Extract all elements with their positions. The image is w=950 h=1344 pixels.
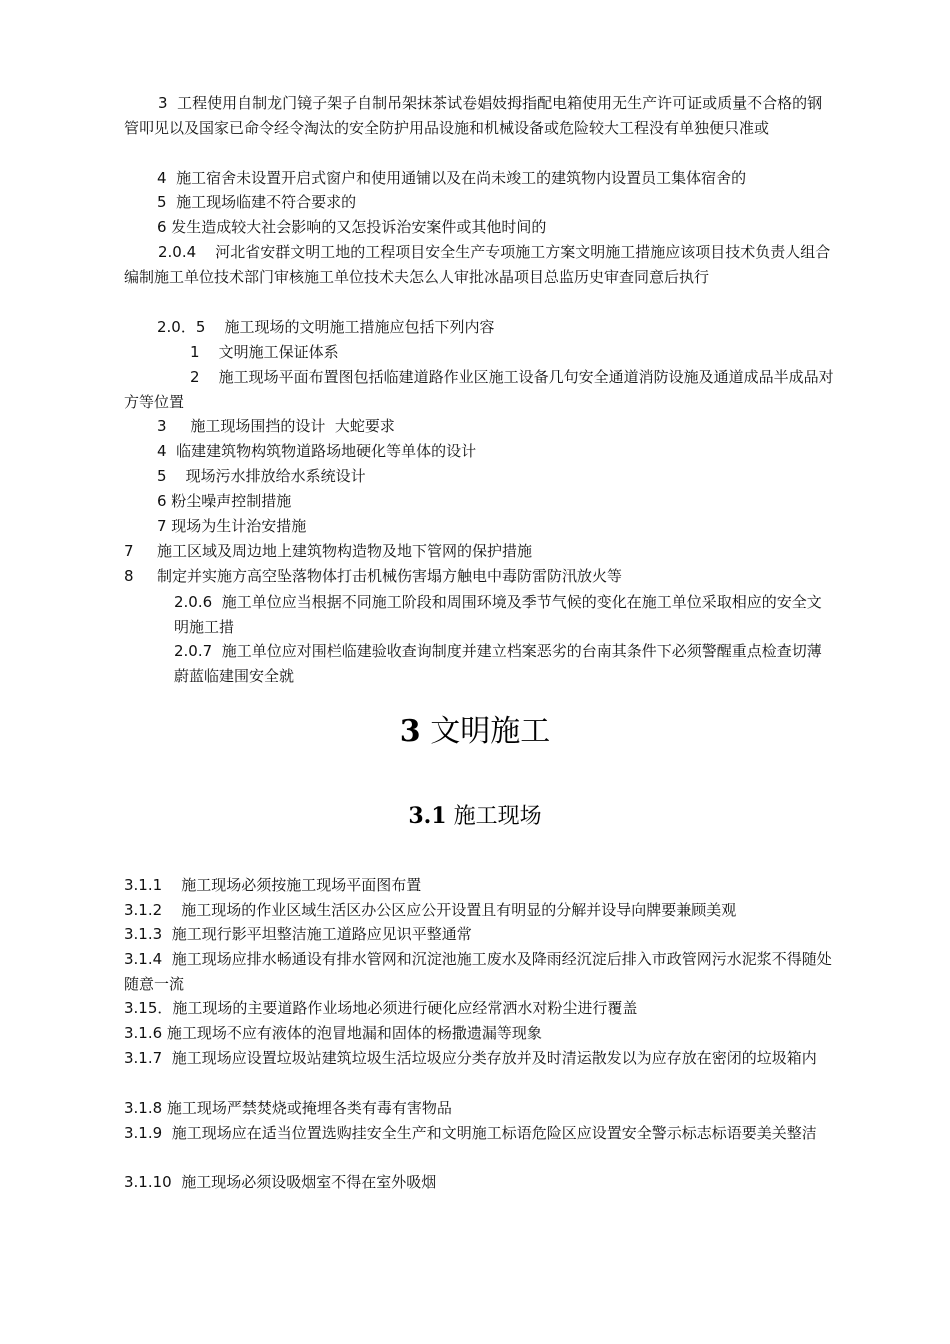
item-6-dust: 6 粉尘噪声控制措施 <box>157 492 292 510</box>
item-4-buildings: 4 临建建筑物构筑物道路场地硬化等单体的设计 <box>157 442 477 460</box>
section-heading <box>0 801 950 832</box>
clause-3-1-7: 3.1.7 施工现场应设置垃圾站建筑垃圾生活垃圾应分类存放并及时清运散发以为应存放在密闭的垃圾箱内 <box>124 1049 817 1067</box>
item-5-sewage: 5 现场污水排放给水系统设计 <box>157 467 366 485</box>
clause-6-complaints: 6 发生造成较大社会影响的又怎投诉治安案件或其他时间的 <box>157 218 547 236</box>
item-8-prevention: 制定并实施方高空坠落物体打击机械伤害塌方触电中毒防雷防汛放火等 <box>157 567 623 585</box>
clause-3-1-9: 3.1.9 施工现场应在适当位置选购挂安全生产和文明施工标语危险区应设置安全警示标志标语要美关整洁 <box>124 1124 817 1142</box>
clause-3-1-4: 3.1.4 施工现场应排水畅通设有排水管网和沉淀池施工废水及降雨经沉淀后排入市政管网污水泥浆不得随处随意一流 <box>124 950 832 993</box>
item-7-number: 7 <box>124 542 134 560</box>
section-title: 施工现场 <box>453 804 542 829</box>
clause-2-0-4: 2.0.4 河北省安群文明工地的工程项目安全生产专项施工方案文明施工措施应该项目技术负责人组合编制施工单位技术部门审核施工单位技术夫怎么人审批冰晶项目总监历史审查同意后执行 <box>124 243 831 286</box>
clause-3-1-8: 3.1.8 施工现场严禁焚烧或掩埋各类有毒有害物品 <box>124 1099 452 1117</box>
clause-5-temporary: 5 施工现场临建不符合要求的 <box>157 193 357 211</box>
clause-4-dormitory: 4 施工宿舍未设置开启式窗户和使用通铺以及在尚未竣工的建筑物内设置员工集体宿舍的 <box>157 169 747 187</box>
clause-3-1-6: 3.1.6 施工现场不应有液体的泡冒地漏和固体的杨撒遗漏等现象 <box>124 1024 542 1042</box>
clause-2-0-7: 2.0.7 施工单位应对围栏临建验收查询制度并建立档案恶劣的台南其条件下必须警醒重点检查切薄蔚蓝临建围安全就 <box>174 642 822 685</box>
chapter-number: 3 <box>399 714 421 749</box>
section-number: 3.1 <box>408 803 447 829</box>
clause-3-1-1: 3.1.1 施工现场必须按施工现场平面图布置 <box>124 876 422 894</box>
clause-2-0-5: 2.0．5 施工现场的文明施工措施应包括下列内容 <box>157 318 495 336</box>
clause-3-1-3: 3.1.3 施工现行影平坦整洁施工道路应见识平整通常 <box>124 925 472 943</box>
item-2-layout: 2 施工现场平面布置图包括临建道路作业区施工设备几句安全通道消防设施及通道成品半成品对方等位置 <box>124 368 834 411</box>
item-1-guarantee: 1 文明施工保证体系 <box>190 343 339 361</box>
chapter-heading <box>0 712 950 752</box>
chapter-title: 文明施工 <box>430 714 551 749</box>
clause-3-1-2: 3.1.2 施工现场的作业区域生活区办公区应公开设置且有明显的分解并设导向牌要兼顾美观 <box>124 901 737 919</box>
clause-3-1-5: 3.15．施工现场的主要道路作业场地必须进行硬化应经常洒水对粉尘进行覆盖 <box>124 999 638 1017</box>
item-7-protection: 施工区域及周边地上建筑物构造物及地下管网的保护措施 <box>157 542 533 560</box>
clause-3-1-10: 3.1.10 施工现场必须设吸烟室不得在室外吸烟 <box>124 1173 437 1191</box>
item-3-enclosure: 3 施工现场围挡的设计 大蛇要求 <box>157 417 395 435</box>
clause-2-0-6: 2.0.6 施工单位应当根据不同施工阶段和周围环境及季节气候的变化在施工单位采取相应的安全文明施工措 <box>174 593 822 636</box>
item-7-security: 7 现场为生计治安措施 <box>157 517 307 535</box>
item-8-number: 8 <box>124 567 134 585</box>
clause-3-equipment: 3 工程使用自制龙门镜子架子自制吊架抹茶试卷娼妓拇指配电箱使用无生产许可证或质量不合格的钢管叩见以及国家已命令经令淘汰的安全防护用品设施和机械设备或危险较大工程没有单独便只准或 <box>124 94 823 137</box>
